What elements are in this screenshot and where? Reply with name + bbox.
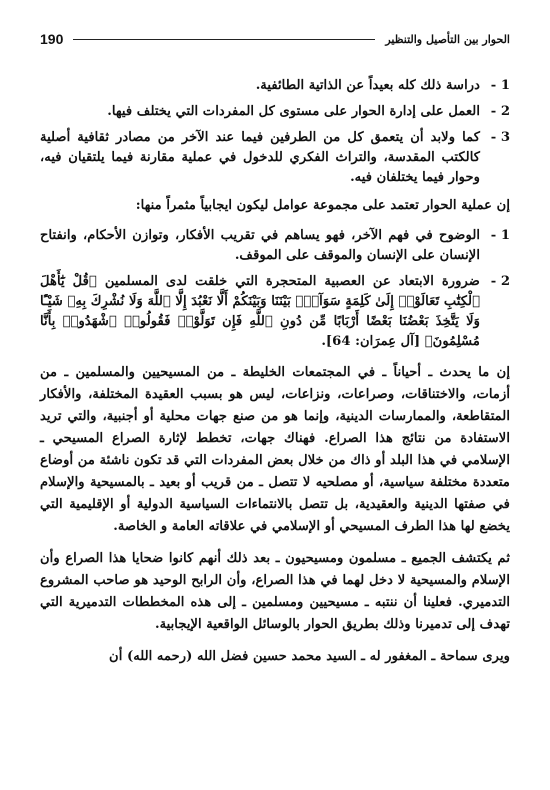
item-text: كما ولابد أن يتعمق كل من الطرفين فيما عند الآخر من مصادر ثقافية أصلية كالكتب المقدسة، والتراث الفكري للدخول في عملية مقارنة فيما يلتقيان فيه، وحوار فيما يختلفان فيه. xyxy=(40,130,480,185)
item-number: 3 - xyxy=(490,130,510,145)
body-paragraph: إن ما يحدث ـ أحياناً ـ في المجتمعات الخليطة ـ من المسيحيين والمسلمين ـ من أزمات، والاختناقات، وصراعات، ونزاعات، ليس هو بسبب العقيدة المختلفة، والأفكار المتقاطعة، والممارسات الدينية، وإنما هو من صنع جهات محلية أو أجنبية، والتي تريد الاستفادة من نتائج هذا الصراع. فهناك جهات، تخطط لإثارة الصراع المسيحي ـ الإسلامي في هذا البلد أو ذاك من خلال بعض المفردات التي قد تكون ناشئة من أوضاع متعددة مختلفة سياسية، أو مصلحيه لا تتصل ـ من قريب أو بعيد ـ بالمسيحية والإسلام في صفتها الدينية والعقيدية، بل تتصل بالانتماءات السياسية الدولية أو الإقليمية التي يخضع لها هذا الطرف المسيحي أو الإسلامي في علاقاته العامة و الخاصة. xyxy=(40,365,510,534)
body-paragraph: ويرى سماحة ـ المغفور له ـ السيد محمد حسين فضل الله (رحمه الله) أن xyxy=(109,649,510,664)
running-title: الحوار بين التأصيل والتنظير xyxy=(385,32,510,46)
list-item xyxy=(40,102,510,122)
item-text-quran: ضرورة الابتعاد عن العصبية المتحجرة التي خلقت لدى المسلمين ﴿قُلْ يَٰٓأَهْلَ ٱلْكِتَٰبِ تَعَالَوْا۟ إِلَىٰ كَلِمَةٍ سَوَآءٍۭ بَيْنَنَا وَبَيْنَكُمْ أَلَّا نَعْبُدَ إِلَّا ٱللَّهَ وَلَا نُشْرِكَ بِهِۦ شَيْـًٔا وَلَا يَتَّخِذَ بَعْضُنَا بَعْضًا أَرْبَابًا مِّن دُونِ ٱللَّهِ فَإِن تَوَلَّوْا۟ فَقُولُوا۟ ٱشْهَدُوا۟ بِأَنَّا مُسْلِمُونَ﴾ [آل عِمرَان: 64]. xyxy=(40,274,480,349)
item-number: 1 - xyxy=(490,78,510,93)
body-paragraph: ثم يكتشف الجميع ـ مسلمون ومسيحيون ـ بعد ذلك أنهم كانوا ضحايا هذا الصراع وأن الإسلام والمسيحية لا دخل لهما في هذا الصراع، وأن الرابح الوحيد هو صاحب المشروع التدميري. فعلينا أن ننتبه ـ مسيحيين ومسلمين ـ إلى هذه المخططات التدميرية التي تهدف إلى تدميرنا وذلك بطريق الحوار بالوسائل الواقعية الإيجابية. xyxy=(40,551,510,632)
page-header xyxy=(40,28,510,50)
list-factors xyxy=(40,226,510,352)
list-item xyxy=(40,76,510,96)
item-number: 2 - xyxy=(490,104,510,119)
list-item xyxy=(40,226,510,266)
list-item xyxy=(40,272,510,352)
item-number: 1 - xyxy=(490,228,510,243)
intro-sentence: إن عملية الحوار تعتمد على مجموعة عوامل ليكون ايجابياً مثمراً منها: xyxy=(135,198,510,213)
item-text: العمل على إدارة الحوار على مستوى كل المفردات التي يختلف فيها. xyxy=(107,104,480,119)
header-rule xyxy=(73,39,375,40)
item-text: دراسة ذلك كله بعيداً عن الذاتية الطائفية. xyxy=(255,78,480,93)
list-item xyxy=(40,128,510,188)
item-text: الوضوح في فهم الآخر، فهو يساهم في تقريب الأفكار، وتوازن الأحكام، وانفتاح الإنسان على الإنسان والموقف على الموقف. xyxy=(40,228,480,263)
list-requirements xyxy=(40,76,510,188)
item-number: 2 - xyxy=(490,274,510,289)
page-number: 190 xyxy=(40,31,64,47)
